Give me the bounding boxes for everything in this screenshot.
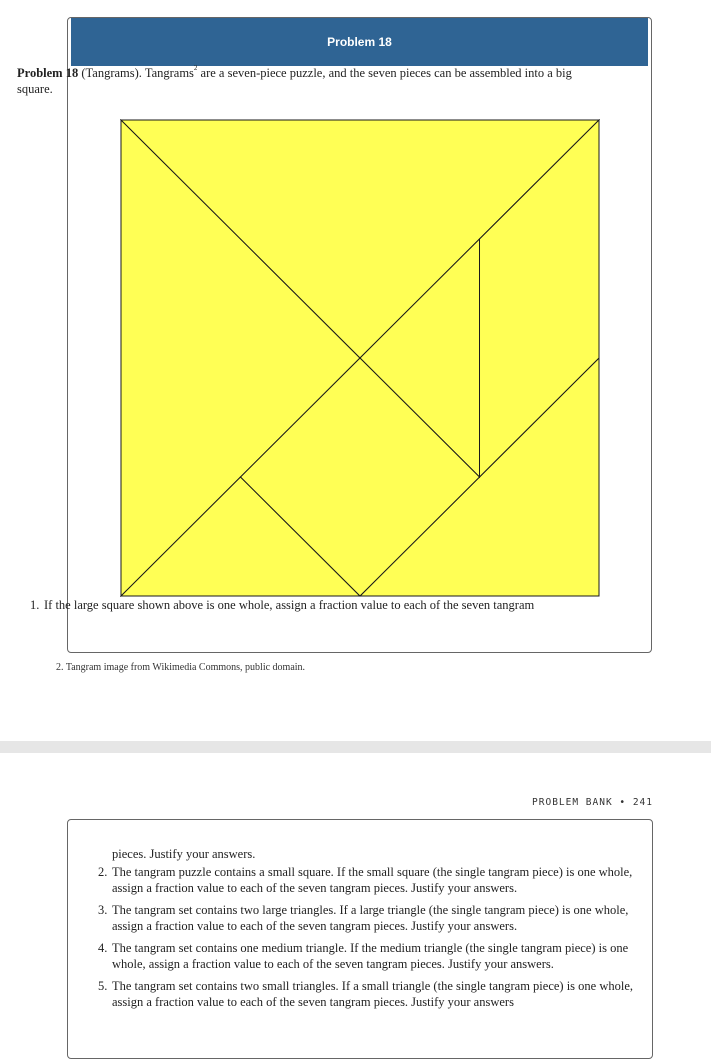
question-number: 3.	[98, 903, 108, 917]
continuation-box	[67, 819, 653, 1059]
tangram-figure	[120, 119, 600, 597]
problem-label: Problem 18	[17, 66, 79, 80]
running-header: PROBLEM BANK • 241	[532, 797, 653, 808]
intro-text-start: Tangrams	[144, 66, 194, 80]
question-text: If the large square shown above is one whole, assign a fraction value to each of the seven tangram	[44, 598, 535, 612]
footnote-ref[interactable]: 2	[193, 64, 198, 72]
question-item	[98, 864, 638, 896]
question-text: The tangram set contains one medium triangle. If the medium triangle (the single tangram piece) is one whole, assign a fraction value to each of the seven tangram pieces. Justify your answers.	[112, 941, 629, 971]
question-item	[98, 902, 638, 934]
page-bottom	[0, 753, 711, 1024]
intro-text-rest: are a seven-piece puzzle, and the seven pieces can be assembled into a big square.	[17, 66, 572, 96]
question-text: The tangram puzzle contains a small square. If the small square (the single tangram piece) is one whole, assign a fraction value to each of the seven tangram pieces. Justify your answers.	[112, 865, 633, 895]
question-text: The tangram set contains two small triangles. If a small triangle (the single tangram piece) is one whole, assign a fraction value to each of the seven tangram pieces. Justify your answers	[112, 979, 634, 1009]
problem-title: Problem 18	[327, 35, 392, 49]
question-number: 1.	[30, 598, 40, 612]
continued-text: pieces. Justify your answers.	[112, 847, 256, 861]
question-number: 2.	[98, 865, 108, 879]
question-list	[30, 597, 570, 619]
problem-intro	[17, 65, 577, 97]
page-separator	[0, 741, 711, 753]
question-item	[98, 978, 638, 1010]
problem-topic: (Tangrams).	[81, 66, 142, 80]
continuation-list	[98, 846, 638, 1016]
problem-header	[71, 18, 648, 66]
question-number: 5.	[98, 979, 108, 993]
question-item	[30, 597, 570, 613]
footnote: 2. Tangram image from Wikimedia Commons, public domain.	[56, 662, 306, 673]
question-number: 4.	[98, 941, 108, 955]
question-item	[98, 940, 638, 972]
question-text: The tangram set contains two large triangles. If a large triangle (the single tangram piece) is one whole, assign a fraction value to each of the seven tangram pieces. Justify your answers.	[112, 903, 629, 933]
